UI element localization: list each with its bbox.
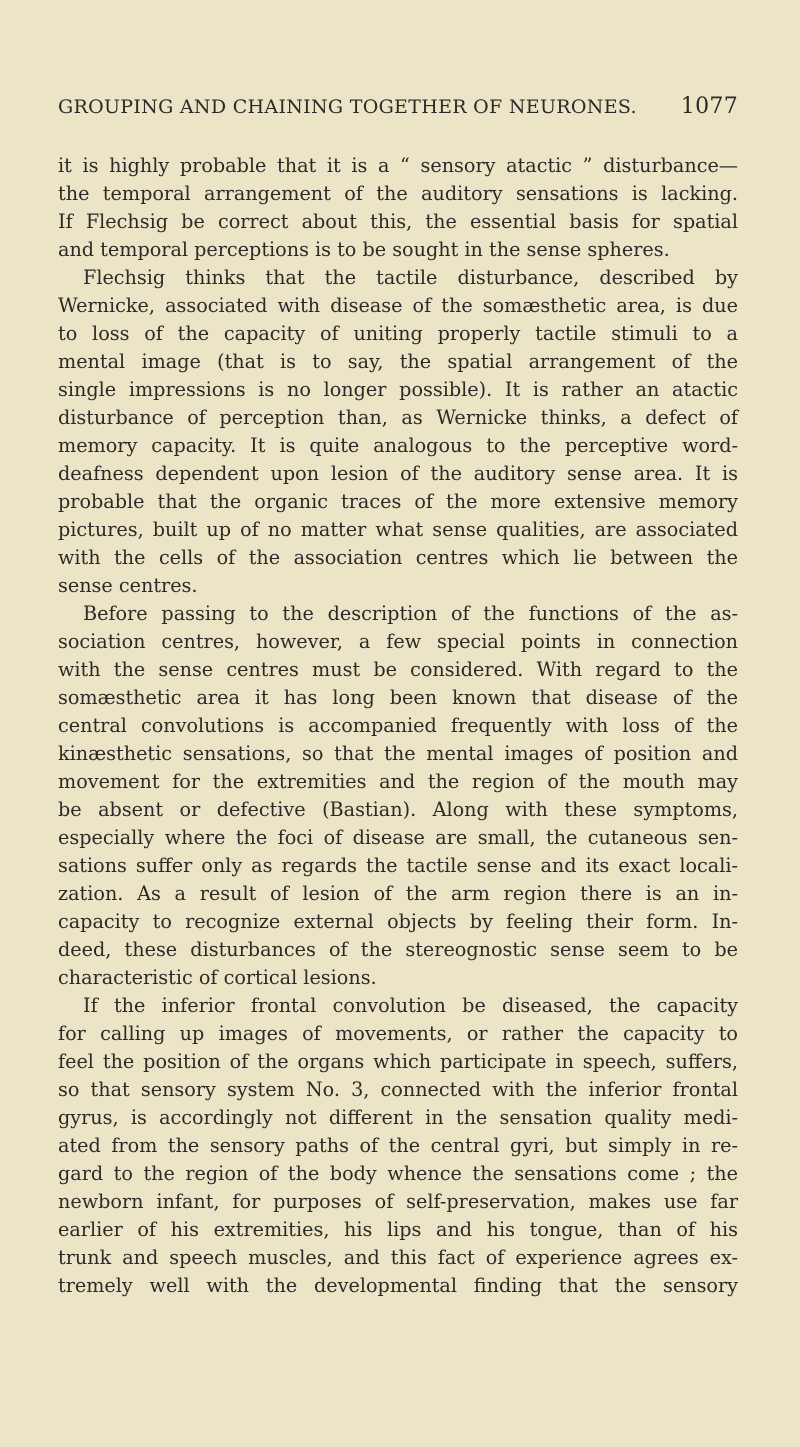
text-line: If Flechsig be correct about this, the essential basis for spatial bbox=[58, 210, 738, 233]
text-line: for calling up images of movements, or rather the capacity to bbox=[58, 1022, 738, 1045]
text-line: sociation centres, however, a few special points in connection bbox=[58, 630, 738, 653]
text-line: memory capacity. It is quite analogous to the perceptive word- bbox=[58, 434, 738, 457]
text-line: sense centres. bbox=[58, 574, 198, 597]
text-line: probable that the organic traces of the more extensive memory bbox=[58, 490, 738, 513]
text-line: If the inferior frontal convolution be diseased, the capacity bbox=[83, 994, 738, 1017]
text-line: mental image (that is to say, the spatial arrangement of the bbox=[58, 350, 738, 373]
text-line: with the sense centres must be considered. With regard to the bbox=[58, 658, 738, 681]
body-text bbox=[58, 152, 738, 1300]
text-line: characteristic of cortical lesions. bbox=[58, 966, 377, 989]
text-line: movement for the extremities and the region of the mouth may bbox=[58, 770, 738, 793]
text-line: central convolutions is accompanied frequently with loss of the bbox=[58, 714, 738, 737]
text-line: trunk and speech muscles, and this fact of experience agrees ex- bbox=[58, 1246, 738, 1269]
text-line: gard to the region of the body whence the sensations come ; the bbox=[58, 1162, 738, 1185]
text-line: it is highly probable that it is a “ sensory atactic ” disturbance— bbox=[58, 154, 738, 177]
text-line: and temporal perceptions is to be sought in the sense spheres. bbox=[58, 238, 670, 261]
text-line: zation. As a result of lesion of the arm region there is an in- bbox=[58, 882, 738, 905]
page-header bbox=[58, 94, 738, 119]
page-number: 1077 bbox=[680, 94, 738, 119]
text-line: disturbance of perception than, as Wernicke thinks, a defect of bbox=[58, 406, 738, 429]
text-line: to loss of the capacity of uniting properly tactile stimuli to a bbox=[58, 322, 738, 345]
text-line: kinæsthetic sensations, so that the mental images of position and bbox=[58, 742, 738, 765]
text-line: tremely well with the developmental finding that the sensory bbox=[58, 1274, 738, 1297]
text-line: so that sensory system No. 3, connected with the inferior frontal bbox=[58, 1078, 738, 1101]
text-line: gyrus, is accordingly not different in the sensation quality medi- bbox=[58, 1106, 738, 1129]
text-line: especially where the foci of disease are small, the cutaneous sen- bbox=[58, 826, 738, 849]
running-title: GROUPING AND CHAINING TOGETHER OF NEURONES. bbox=[58, 96, 637, 118]
text-line: sations suffer only as regards the tactile sense and its exact locali- bbox=[58, 854, 738, 877]
text-line: feel the position of the organs which participate in speech, suffers, bbox=[58, 1050, 738, 1073]
text-line: deed, these disturbances of the stereognostic sense seem to be bbox=[58, 938, 738, 961]
text-line: Wernicke, associated with disease of the somæsthetic area, is due bbox=[58, 294, 738, 317]
text-line: Flechsig thinks that the tactile disturbance, described by bbox=[83, 266, 738, 289]
text-line: with the cells of the association centres which lie between the bbox=[58, 546, 738, 569]
text-line: single impressions is no longer possible). It is rather an atactic bbox=[58, 378, 738, 401]
text-line: earlier of his extremities, his lips and his tongue, than of his bbox=[58, 1218, 738, 1241]
text-line: pictures, built up of no matter what sense qualities, are associated bbox=[58, 518, 738, 541]
text-line: somæsthetic area it has long been known that disease of the bbox=[58, 686, 738, 709]
text-line: the temporal arrangement of the auditory sensations is lacking. bbox=[58, 182, 738, 205]
text-line: deafness dependent upon lesion of the auditory sense area. It is bbox=[58, 462, 738, 485]
text-line: Before passing to the description of the functions of the as- bbox=[83, 602, 738, 625]
text-line: be absent or defective (Bastian). Along with these symptoms, bbox=[58, 798, 738, 821]
text-line: capacity to recognize external objects by feeling their form. In- bbox=[58, 910, 738, 933]
text-line: newborn infant, for purposes of self-preservation, makes use far bbox=[58, 1190, 738, 1213]
text-line: ated from the sensory paths of the central gyri, but simply in re- bbox=[58, 1134, 738, 1157]
